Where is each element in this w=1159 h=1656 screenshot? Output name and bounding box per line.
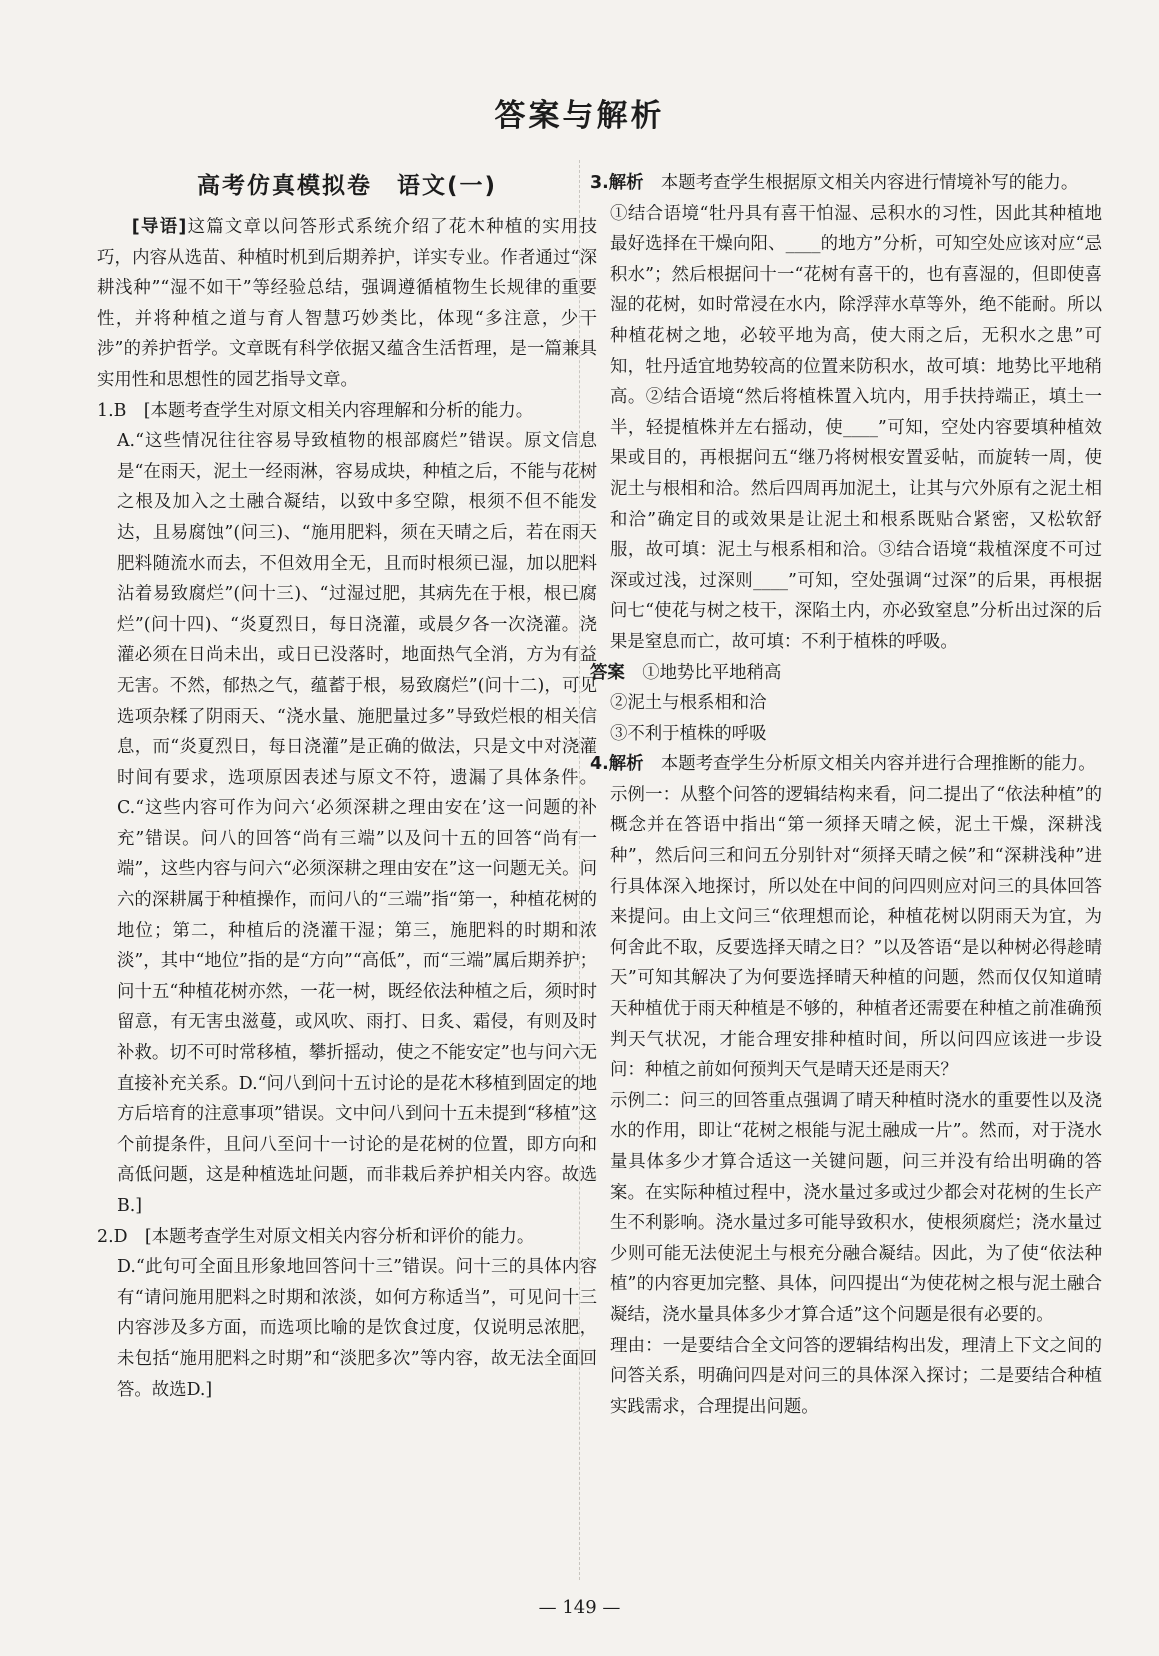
- q2-heading: 2.D [本题考查学生对原文相关内容分析和评价的能力。: [97, 1226, 535, 1247]
- answer-1: ①地势比平地稍高: [642, 662, 782, 683]
- q1-heading: 1.B [本题考查学生对原文相关内容理解和分析的能力。: [97, 400, 534, 421]
- q4-label: 4.解析: [590, 754, 644, 775]
- exam-subtitle: 高考仿真模拟卷 语文(一): [196, 173, 498, 199]
- q3-heading: [590, 168, 1102, 199]
- right-column: [590, 168, 1102, 1422]
- page-title: 答案与解析: [494, 98, 665, 134]
- intro-paragraph: [97, 212, 597, 396]
- q3-head-text: 本题考查学生根据原文相关内容进行情境补写的能力。: [660, 173, 1079, 193]
- left-column: [97, 168, 597, 1405]
- answer-label: 答案: [590, 662, 625, 683]
- answer-2: ②泥土与根系相和洽: [610, 693, 767, 714]
- q4-head-text: 本题考查学生分析原文相关内容并进行合理推断的能力。: [660, 754, 1096, 775]
- q4-heading: [590, 749, 1102, 780]
- q3-body: ①结合语境“牡丹具有喜干怕湿、忌积水的习性，因此其种植地最好选择在干燥向阳、____的地方”分析，可知空处应该对应“忌积水”；然后根据问十一“花树有喜干的，也有喜湿的，但即使喜湿的花树，如时常浸在水内，除浮萍水草等外，绝不能耐。所以种植花树之地，必较平地为高，使大雨之后，无积水之患”可知，牡丹适宜地势较高的位置来防积水，故可填：地势比平地稍高。②结合语境“然后将植株置入坑内，用手扶持端正，填土一半，轻提植株并左右摇动，使____”可知，空处内容要填种植效果或目的，再根据问五“继乃将树根安置妥帖，而旋转一周，使泥土与根相和洽。然后四周再加泥土，让其与穴外原有之泥土相和洽”确定目的或效果是让泥土和根系既贴合紧密，又松软舒服，故可填：泥土与根系相和洽。③结合语境“栽植深度不可过深或过浅，过深则____”可知，空处强调“过深”的后果，再根据问七“使花与树之枝干，深陷土内，亦必致窒息”分析出过深的后果是窒息而亡，故可填：不利于植株的呼吸。: [610, 203, 1102, 652]
- intro-label: [导语]: [131, 217, 187, 237]
- q4-example-1: 示例一：从整个问答的逻辑结构来看，问二提出了“依法种植”的概念并在答语中指出“第一须择天晴之候，泥土干燥，深耕浅种”，然后问三和问五分别针对“须择天晴之候”和“深耕浅种”进行具体深入地探讨，所以处在中间的问四则应对问三的具体回答来提问。由上文问三“依理想而论，种植花树以阴雨天为宜，为何舍此不取，反要选择天晴之日？”以及答语“是以种树必得趁晴天”可知其解决了为何要选择晴天种植的问题，然而仅仅知道晴天种植优于雨天种植是不够的，种植者还需要在种植之前准确预判天气状况，才能合理安排种植时间，所以问四应该进一步设问：种植之前如何预判天气是晴天还是雨天？: [610, 784, 1102, 1081]
- q2-body: D.“此句可全面且形象地回答问十三”错误。问十三的具体内容有“请问施用肥料之时期和浓淡，如何方称适当”，可见问十三内容涉及多方面，而选项比喻的是饮食过度，仅说明忌浓肥，未包括“施用肥料之时期”和“淡肥多次”等内容，故无法全面回答。故选D.]: [117, 1257, 597, 1400]
- answer-line-1: [590, 658, 1102, 689]
- q4-example-2: 示例二：问三的回答重点强调了晴天种植时浇水的重要性以及浇水的作用，即让“花树之根能与泥土融成一片”。然而，对于浇水量具体多少才算合适这一关键问题，问三并没有给出明确的答案。在实际种植过程中，浇水量过多或过少都会对花树的生长产生不利影响。浇水量过多可能导致积水，使根须腐烂；浇水量过少则可能无法使泥土与根充分融合凝结。因此，为了使“依法种植”的内容更加完整、具体，问四提出“为使花树之根与泥土融合凝结，浇水量具体多少才算合适”这个问题是很有必要的。: [610, 1090, 1102, 1325]
- intro-text: 这篇文章以问答形式系统介绍了花木种植的实用技巧，内容从选苗、种植时机到后期养护，详实专业。作者通过“深耕浅种”“湿不如干”等经验总结，强调遵循植物生长规律的重要性，并将种植之道与育人智慧巧妙类比，体现“多注意，少干涉”的养护哲学。文章既有科学依据又蕴含生活哲理，是一篇兼具实用性和思想性的园艺指导文章。: [97, 217, 597, 390]
- q4-reason: 理由：一是要结合全文问答的逻辑结构出发，理清上下文之间的问答关系，明确问四是对问三的具体深入探讨；二是要结合种植实践需求，合理提出问题。: [610, 1335, 1102, 1417]
- page-number: — 149 —: [538, 1597, 621, 1618]
- answer-3: ③不利于植株的呼吸: [610, 723, 767, 744]
- q3-label: 3.解析: [590, 173, 644, 193]
- q1-body: A.“这些情况往往容易导致植物的根部腐烂”错误。原文信息是“在雨天，泥土一经雨淋，容易成块，种植之后，不能与花树之根及加入之土融合凝结，以致中多空隙，根须不但不能发达，且易腐蚀”(问三)、“施用肥料，须在天晴之后，若在雨天肥料随流水而去，不但效用全无，且而时根须已湿，加以肥料沾着易致腐烂”(问十三)、“过湿过肥，其病先在于根，根已腐烂”(问十四)、“炎夏烈日，每日浇灌，或晨夕各一次浇灌。浇灌必须在日尚未出，或日已没落时，地面热气全消，方为有益无害。不然，郁热之气，蕴蓄于根，易致腐烂”(问十二)，可见选项杂糅了阴雨天、“浇水量、施肥量过多”导致烂根的相关信息，而“炎夏烈日，每日浇灌”是正确的做法，只是文中对浇灌时间有要求，选项原因表述与原文不符，遗漏了具体条件。C.“这些内容可作为问六‘必须深耕之理由安在’这一问题的补充”错误。问八的回答“尚有三端”以及问十五的回答“尚有一端”，这些内容与问六“必须深耕之理由安在”这一问题无关。问六的深耕属于种植操作，而问八的“三端”指“第一，种植花树的地位；第二，种植后的浇灌干湿；第三，施肥料的时期和浓淡”，其中“地位”指的是“方向”“高低”，而“三端”属后期养护；问十五“种植花树亦然，一花一树，既经依法种植之后，须时时留意，有无害虫滋蔓，或风吹、雨打、日炙、霜侵，有则及时补救。切不可时常移植，攀折摇动，使之不能安定”也与问六无直接补充关系。D.“问八到问十五讨论的是花木移植到固定的地方后培育的注意事项”错误。文中问八到问十五未提到“移植”这个前提条件，且问八至问十一讨论的是花树的位置，即方向和高低问题，这是种植选址问题，而非栽后养护相关内容。故选B.]: [117, 431, 598, 1216]
